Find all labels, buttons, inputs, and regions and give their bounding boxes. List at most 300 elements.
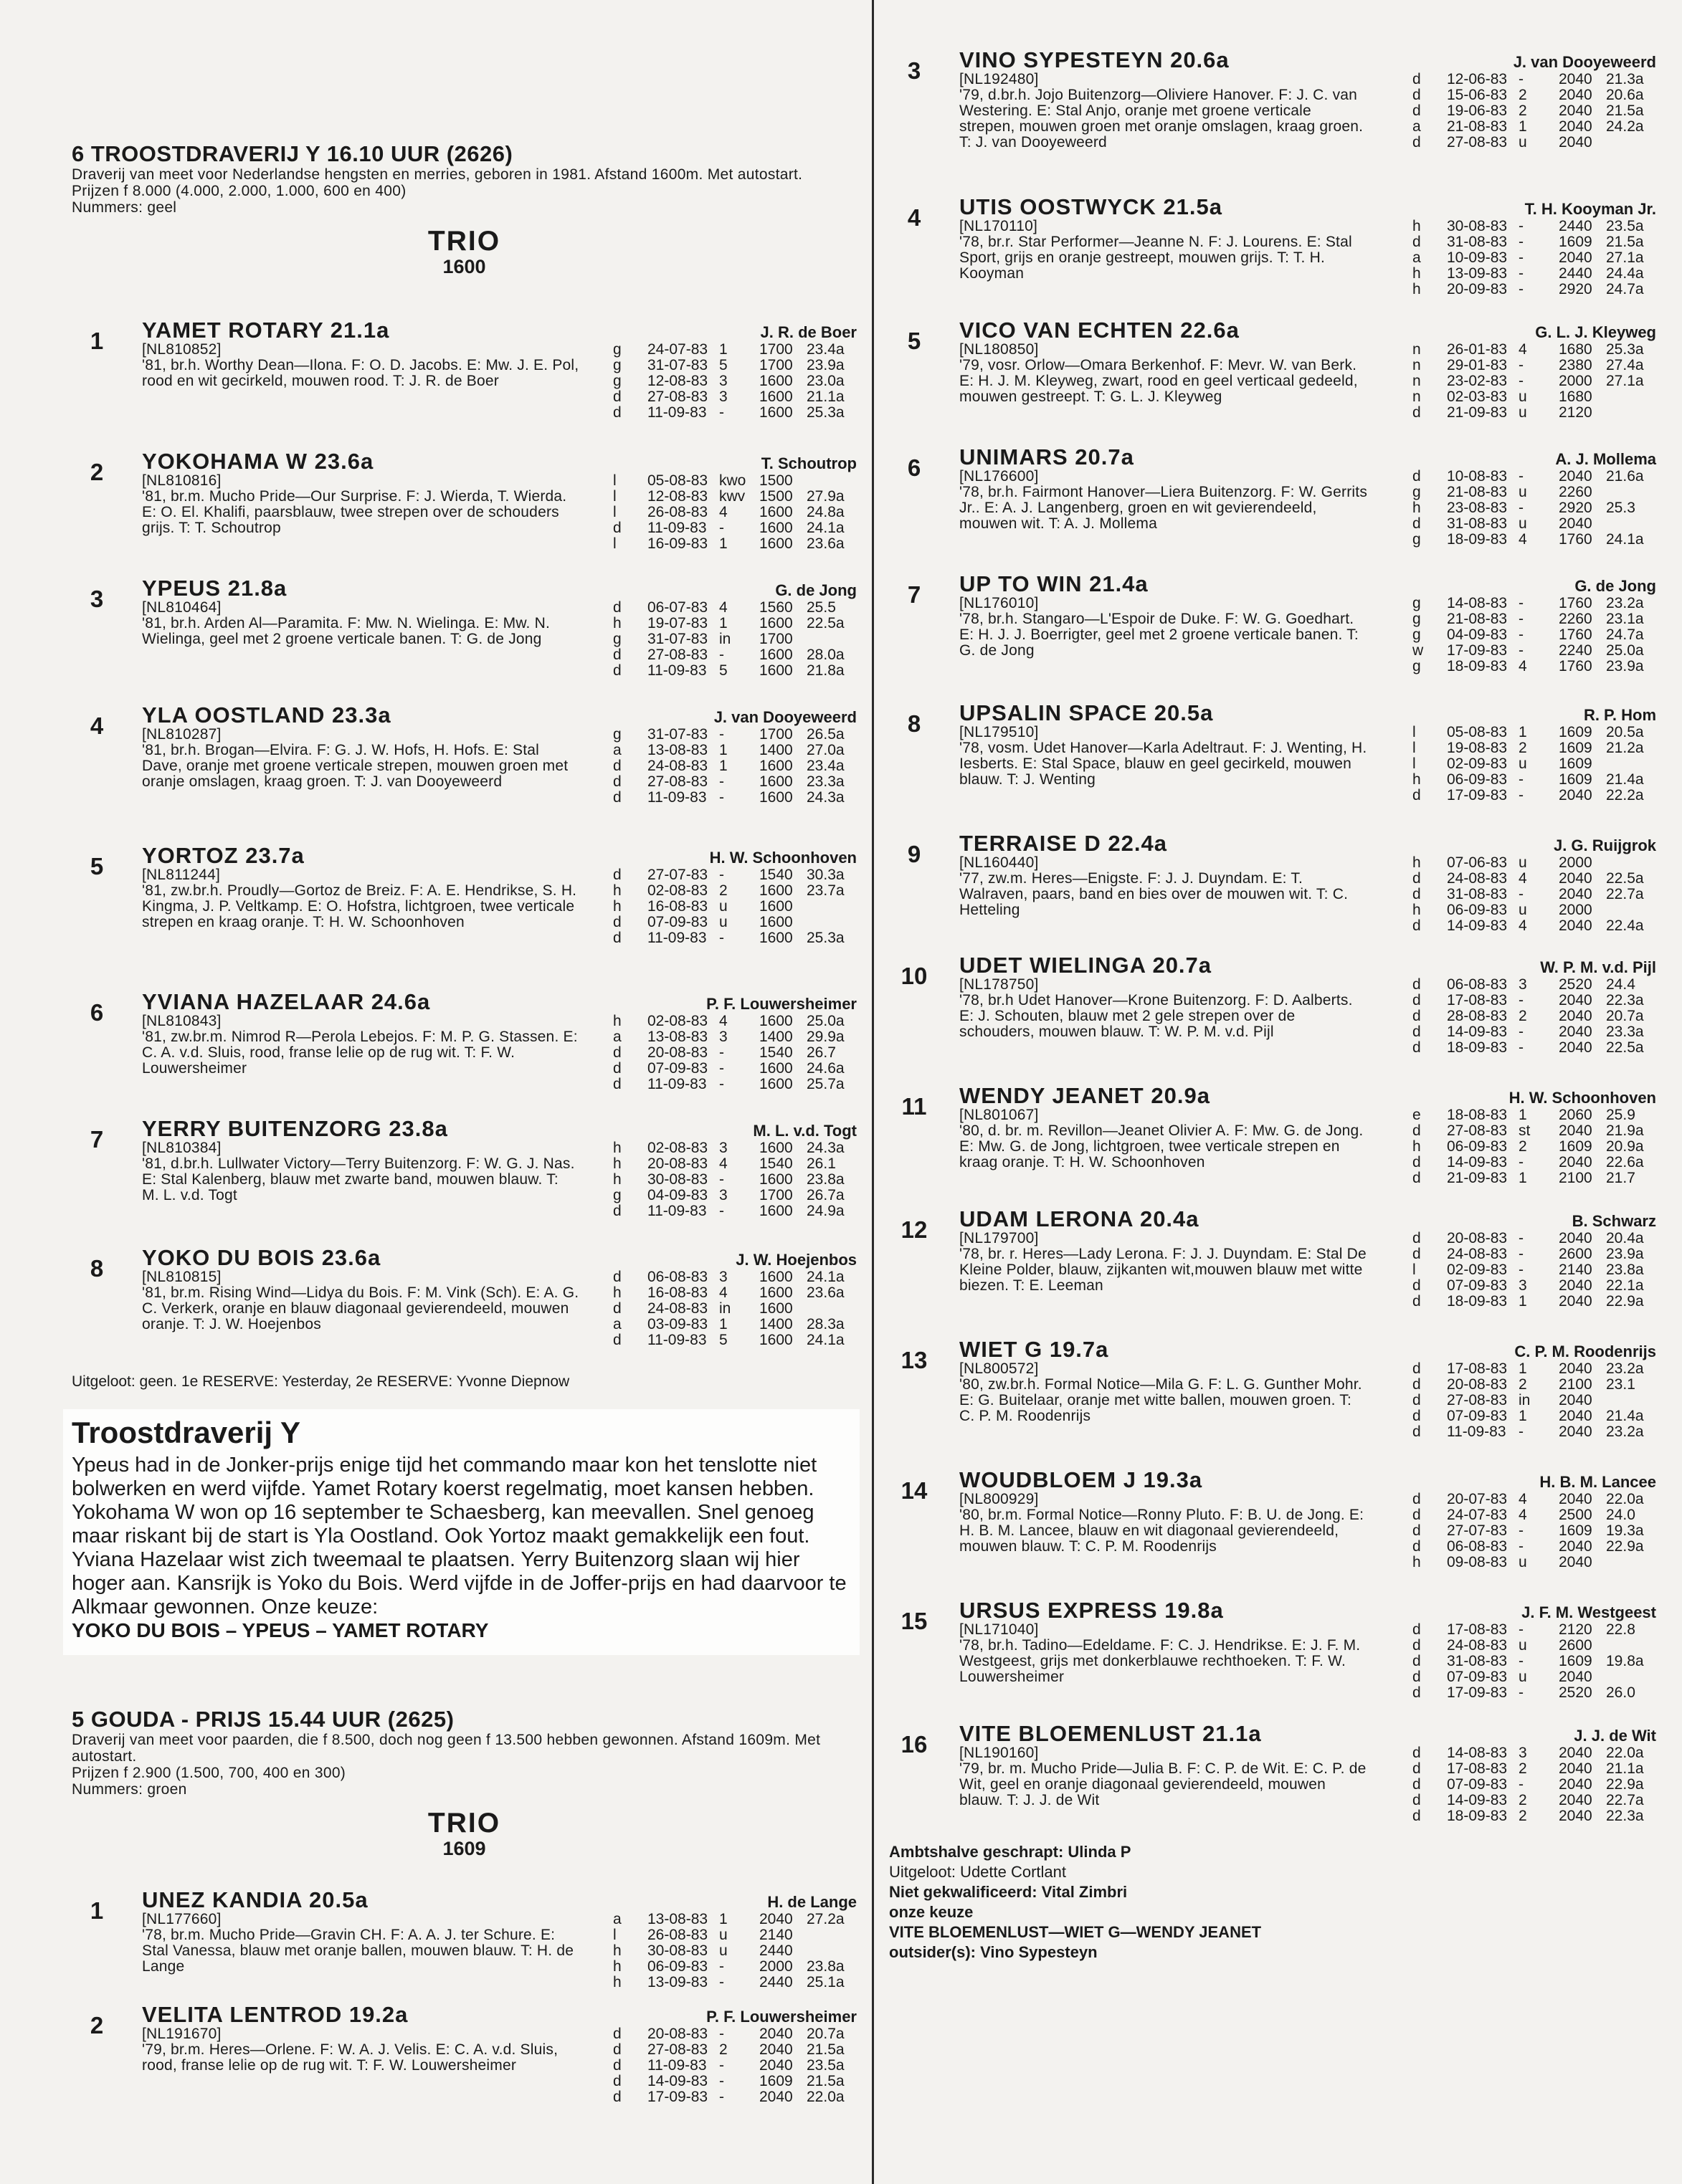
result-cell: 31-08-83 bbox=[1447, 515, 1508, 532]
result-row bbox=[1412, 1008, 1656, 1024]
result-cell: 1500 bbox=[759, 488, 793, 505]
result-cell: 3 bbox=[719, 1187, 728, 1203]
result-row bbox=[1412, 1745, 1656, 1761]
result-cell: 21.2a bbox=[1606, 740, 1644, 756]
result-cell: 1 bbox=[1519, 1170, 1527, 1186]
result-row bbox=[1412, 342, 1656, 358]
result-cell: 20-08-83 bbox=[1447, 1230, 1508, 1246]
horse-name: UDAM LERONA 20.4a bbox=[959, 1206, 1199, 1231]
result-row bbox=[1412, 725, 1656, 740]
result-cell: 27-08-83 bbox=[647, 773, 708, 790]
result-cell: 1609 bbox=[1559, 1522, 1592, 1539]
result-cell: l bbox=[1412, 724, 1416, 740]
result-cell: 22.0a bbox=[1606, 1745, 1644, 1761]
result-cell: d bbox=[1412, 1154, 1421, 1170]
start-number: 14 bbox=[901, 1477, 928, 1504]
horse-header bbox=[142, 991, 857, 1014]
result-cell: - bbox=[1519, 1262, 1524, 1278]
scratched-note: Ambtshalve geschrapt: Ulinda P bbox=[889, 1843, 1131, 1861]
start-number: 16 bbox=[901, 1731, 928, 1758]
result-cell: 09-08-83 bbox=[1447, 1554, 1508, 1570]
result-cell: 14-09-83 bbox=[1447, 1154, 1508, 1170]
result-cell: 20-08-83 bbox=[647, 1044, 708, 1061]
result-cell: 26.5a bbox=[807, 726, 845, 743]
horse-body bbox=[959, 219, 1656, 297]
horse-header bbox=[959, 196, 1656, 219]
result-row bbox=[1412, 1808, 1656, 1824]
result-cell: 4 bbox=[1519, 870, 1527, 887]
result-cell: 19-07-83 bbox=[647, 615, 708, 631]
result-cell: - bbox=[1519, 71, 1524, 87]
result-cell: a bbox=[613, 1911, 622, 1927]
result-cell: d bbox=[613, 404, 622, 421]
result-cell: 2040 bbox=[759, 2026, 793, 2042]
result-cell: u bbox=[1519, 484, 1527, 500]
horse-driver: A. J. Mollema bbox=[1555, 450, 1656, 468]
result-row bbox=[613, 1927, 857, 1943]
result-row bbox=[613, 2042, 857, 2058]
result-cell bbox=[807, 1943, 857, 1959]
result-row bbox=[1412, 1638, 1656, 1654]
result-row bbox=[1412, 119, 1656, 135]
result-cell: 2120 bbox=[1559, 404, 1592, 421]
result-cell: g bbox=[613, 357, 622, 373]
result-cell: 27-08-83 bbox=[647, 388, 708, 405]
horse-header bbox=[959, 49, 1656, 72]
result-cell: 21-08-83 bbox=[1447, 118, 1508, 135]
result-cell: 11-09-83 bbox=[647, 520, 707, 536]
result-cell: - bbox=[719, 867, 724, 883]
horse-name: YOKO DU BOIS 23.6a bbox=[142, 1245, 381, 1270]
result-cell: 26.7 bbox=[807, 1044, 836, 1061]
result-cell: 22.1a bbox=[1606, 1277, 1644, 1294]
horse-driver: R. P. Hom bbox=[1583, 706, 1656, 724]
result-cell: 2040 bbox=[1559, 71, 1592, 87]
result-cell: 1600 bbox=[759, 404, 793, 421]
horse-pedigree: '81, zw.br.m. Nimrod R—Perola Lebejos. F: M. P. G. Stassen. E: C. A. v.d. Sluis, rood, franse lelie op de rug wit. T: F. W. Louwersheimer bbox=[142, 1029, 578, 1077]
horse-header bbox=[142, 577, 857, 600]
result-cell: 30-08-83 bbox=[647, 1942, 708, 1959]
horse-entry bbox=[889, 1208, 1656, 1338]
result-cell: - bbox=[1519, 1154, 1524, 1170]
result-cell: 20-07-83 bbox=[1447, 1491, 1508, 1507]
horse-driver: J. R. de Boer bbox=[760, 323, 857, 341]
result-row bbox=[613, 1172, 857, 1188]
result-cell: d bbox=[1412, 1039, 1421, 1056]
result-cell bbox=[1606, 902, 1656, 918]
result-cell: 1500 bbox=[759, 472, 793, 489]
result-cell: d bbox=[1412, 71, 1421, 87]
result-cell: 2 bbox=[1519, 740, 1527, 756]
result-cell: d bbox=[613, 599, 622, 616]
race-description: Draverij van meet voor paarden, die f 8.500, doch nog geen f 13.500 hebben gewonnen. Afstand 1609m. Met autostart. bbox=[72, 1732, 821, 1765]
result-row bbox=[613, 743, 857, 758]
result-cell: 27.9a bbox=[807, 488, 845, 505]
result-cell: u bbox=[1519, 515, 1527, 532]
result-cell: u bbox=[1519, 404, 1527, 421]
result-cell: 22.9a bbox=[1606, 1293, 1644, 1310]
result-row bbox=[613, 790, 857, 806]
result-cell: d bbox=[1412, 134, 1421, 151]
result-cell: 27.1a bbox=[1606, 249, 1644, 266]
result-cell: 31-08-83 bbox=[1447, 1653, 1508, 1669]
result-cell: 21-08-83 bbox=[1447, 484, 1508, 500]
horse-registration: [NL810815] bbox=[142, 1269, 222, 1285]
result-cell bbox=[807, 899, 857, 915]
result-row bbox=[613, 2058, 857, 2074]
result-cell: 1600 bbox=[759, 662, 793, 679]
result-row bbox=[613, 1045, 857, 1061]
result-cell: 24-08-83 bbox=[1447, 870, 1508, 887]
result-cell: 1600 bbox=[759, 930, 793, 946]
horse-name: YORTOZ 23.7a bbox=[142, 843, 305, 868]
horse-header bbox=[959, 954, 1656, 977]
result-cell: 24.1a bbox=[807, 520, 845, 536]
result-cell: d bbox=[1412, 1360, 1421, 1377]
result-cell: 11-09-83 bbox=[1447, 1424, 1506, 1440]
result-cell: - bbox=[1519, 265, 1524, 282]
result-cell: 22.7a bbox=[1606, 1792, 1644, 1808]
result-cell: 2 bbox=[719, 882, 728, 899]
result-cell: 2040 bbox=[1559, 1808, 1592, 1824]
result-cell: d bbox=[613, 2041, 622, 2058]
result-row bbox=[613, 663, 857, 679]
result-cell: 2100 bbox=[1559, 1376, 1592, 1393]
horse-name: YVIANA HAZELAAR 24.6a bbox=[142, 989, 431, 1014]
result-row bbox=[613, 405, 857, 421]
result-row bbox=[1412, 389, 1656, 405]
result-cell: u bbox=[1519, 1669, 1527, 1685]
result-cell: 2120 bbox=[1559, 1621, 1592, 1638]
result-row bbox=[613, 1203, 857, 1219]
result-cell: h bbox=[613, 882, 622, 899]
result-cell: 2040 bbox=[1559, 1538, 1592, 1555]
start-number: 7 bbox=[90, 1126, 104, 1153]
result-cell: l bbox=[1412, 740, 1416, 756]
horse-entry bbox=[72, 991, 857, 1117]
horse-entry bbox=[72, 1117, 857, 1246]
horse-pedigree: '81, br.h. Worthy Dean—Ilona. F: O. D. Jacobs. E: Mw. J. E. Pol, rood en wit gecirkeld, mouwen rood. T: J. R. de Boer bbox=[142, 357, 579, 389]
result-cell: d bbox=[1412, 1792, 1421, 1808]
result-cell: d bbox=[1412, 1491, 1421, 1507]
result-row bbox=[1412, 1278, 1656, 1294]
result-cell: d bbox=[613, 1060, 622, 1077]
result-cell: h bbox=[1412, 281, 1421, 297]
result-cell: 1 bbox=[1519, 1107, 1527, 1123]
result-cell: 24.3a bbox=[807, 1140, 845, 1156]
result-row bbox=[1412, 1555, 1656, 1570]
result-row bbox=[1412, 993, 1656, 1008]
result-cell: - bbox=[719, 1044, 724, 1061]
result-cell: 1560 bbox=[759, 599, 793, 616]
result-cell: h bbox=[1412, 1138, 1421, 1155]
result-cell: d bbox=[613, 388, 622, 405]
result-cell: 15-06-83 bbox=[1447, 87, 1508, 103]
result-cell: 22.2a bbox=[1606, 787, 1644, 803]
result-cell: l bbox=[613, 535, 617, 552]
horse-header bbox=[142, 2003, 857, 2026]
result-cell: 25.7a bbox=[807, 1076, 845, 1092]
result-cell: 19.3a bbox=[1606, 1522, 1644, 1539]
result-cell: - bbox=[1519, 626, 1524, 643]
result-cell: d bbox=[613, 647, 622, 663]
result-cell: 1400 bbox=[759, 1316, 793, 1332]
result-cell: 07-09-83 bbox=[647, 1060, 708, 1077]
result-row bbox=[613, 1332, 857, 1348]
horse-driver: J. van Dooyeweerd bbox=[1513, 53, 1656, 71]
horse-info bbox=[142, 1269, 579, 1348]
result-cell: 1680 bbox=[1559, 388, 1592, 405]
result-cell: d bbox=[1412, 1669, 1421, 1685]
result-row bbox=[1412, 1492, 1656, 1507]
horse-registration: [NL179510] bbox=[959, 724, 1039, 740]
result-cell: 10-08-83 bbox=[1447, 468, 1508, 485]
result-cell: 2 bbox=[1519, 1808, 1527, 1824]
result-cell: g bbox=[613, 373, 622, 389]
result-cell: 4 bbox=[719, 1284, 728, 1301]
result-cell: 25.0a bbox=[807, 1013, 845, 1029]
result-cell: d bbox=[613, 930, 622, 946]
result-cell: d bbox=[1412, 976, 1421, 993]
horse-driver: J. J. de Wit bbox=[1574, 1727, 1656, 1745]
horse-info bbox=[959, 72, 1368, 151]
recent-results bbox=[613, 727, 857, 806]
recent-results bbox=[1412, 596, 1656, 674]
result-cell: 18-09-83 bbox=[1447, 531, 1508, 548]
horse-name: UDET WIELINGA 20.7a bbox=[959, 953, 1212, 978]
horse-driver: J. F. M. Westgeest bbox=[1521, 1603, 1656, 1621]
result-cell: l bbox=[613, 1927, 617, 1943]
result-cell: 21.1a bbox=[1606, 1760, 1644, 1777]
horse-entry bbox=[889, 196, 1656, 319]
horse-entry bbox=[889, 1084, 1656, 1208]
start-number: 6 bbox=[907, 454, 921, 481]
result-cell: g bbox=[613, 631, 622, 647]
result-cell: 06-07-83 bbox=[647, 599, 708, 616]
result-cell: - bbox=[1519, 1776, 1524, 1793]
result-cell: 2040 bbox=[1559, 886, 1592, 902]
result-cell: 2040 bbox=[1559, 1776, 1592, 1793]
result-cell: 1760 bbox=[1559, 531, 1592, 548]
result-cell: 1700 bbox=[759, 341, 793, 358]
recent-results bbox=[613, 1140, 857, 1219]
result-cell: 3 bbox=[1519, 976, 1527, 993]
result-cell: - bbox=[719, 2073, 724, 2089]
horse-registration: [NL191670] bbox=[142, 2026, 222, 2042]
result-cell: 27-07-83 bbox=[647, 867, 708, 883]
race-description: Draverij van meet voor Nederlandse hengsten en merries, geboren in 1981. Afstand 1600m. Met autostart. bbox=[72, 166, 803, 183]
result-cell: 1609 bbox=[1559, 755, 1592, 772]
horse-entry bbox=[889, 1722, 1656, 1853]
horse-name: VITE BLOEMENLUST 21.1a bbox=[959, 1721, 1262, 1746]
result-cell: 20-08-83 bbox=[1447, 1376, 1508, 1393]
race-5-horse-list-right bbox=[889, 49, 1656, 1853]
result-row bbox=[613, 1912, 857, 1927]
result-cell: n bbox=[1412, 373, 1421, 389]
result-cell: 2000 bbox=[759, 1958, 793, 1975]
horse-body bbox=[959, 855, 1656, 934]
result-cell: d bbox=[1412, 1745, 1421, 1761]
result-row bbox=[1412, 469, 1656, 485]
result-cell: d bbox=[613, 1076, 622, 1092]
start-number: 8 bbox=[90, 1255, 104, 1282]
horse-pedigree: '78, br.h. Tadino—Edeldame. F: C. J. Hendrikse. E: J. F. M. Westgeest, grijs met donkerblauwe rechthoeken. T: F. W. Louwersheimer bbox=[959, 1637, 1361, 1685]
result-cell: - bbox=[1519, 218, 1524, 234]
result-row bbox=[1412, 516, 1656, 532]
result-cell: 22.9a bbox=[1606, 1776, 1644, 1793]
result-cell: 1680 bbox=[1559, 341, 1592, 358]
recent-results bbox=[1412, 1361, 1656, 1440]
result-cell: 25.9 bbox=[1606, 1107, 1635, 1123]
result-row bbox=[613, 1029, 857, 1045]
result-cell: g bbox=[1412, 531, 1421, 548]
result-cell: 27-08-83 bbox=[1447, 1392, 1508, 1408]
result-cell: 2600 bbox=[1559, 1246, 1592, 1262]
horse-pedigree: '81, d.br.h. Lullwater Victory—Terry Buitenzorg. F: W. G. J. Nas. E: Stal Kalenberg, blauw met zwarte band, mouwen blauw. T: M. L. v.d. Togt bbox=[142, 1155, 575, 1203]
result-cell: d bbox=[1412, 1808, 1421, 1824]
result-cell: 02-09-83 bbox=[1447, 1262, 1508, 1278]
result-cell: 1 bbox=[1519, 1408, 1527, 1424]
result-cell: d bbox=[613, 1300, 622, 1317]
unqualified-note: Niet gekwalificeerd: Vital Zimbri bbox=[889, 1883, 1128, 1901]
result-row bbox=[1412, 500, 1656, 516]
result-row bbox=[1412, 902, 1656, 918]
recent-results bbox=[1412, 1107, 1656, 1186]
result-cell: u bbox=[719, 1942, 728, 1959]
result-cell: 2380 bbox=[1559, 357, 1592, 373]
result-row bbox=[613, 1943, 857, 1959]
result-cell: 2040 bbox=[1559, 1039, 1592, 1056]
result-cell: - bbox=[1519, 992, 1524, 1008]
horse-pedigree: '81, br.h. Arden Al—Paramita. F: Mw. N. Wielinga. E: Mw. N. Wielinga, geel met 2 groene verticale banen. T: G. de Jong bbox=[142, 615, 551, 647]
result-cell: 16-09-83 bbox=[647, 535, 708, 552]
horse-entry bbox=[72, 844, 857, 991]
result-cell: d bbox=[1412, 886, 1421, 902]
result-cell: 25.5 bbox=[807, 599, 836, 616]
result-cell: 18-09-83 bbox=[1447, 1039, 1508, 1056]
result-row bbox=[1412, 1685, 1656, 1701]
result-cell: 4 bbox=[1519, 658, 1527, 674]
result-cell: 02-08-83 bbox=[647, 882, 708, 899]
result-cell: 2440 bbox=[759, 1974, 793, 1990]
horse-driver: T. Schoutrop bbox=[761, 454, 857, 472]
result-cell: 2100 bbox=[1559, 1170, 1592, 1186]
result-cell: 23.8a bbox=[807, 1958, 845, 1975]
horse-name: UNEZ KANDIA 20.5a bbox=[142, 1887, 369, 1912]
result-cell: - bbox=[1519, 1230, 1524, 1246]
result-cell: 1600 bbox=[759, 1013, 793, 1029]
result-row bbox=[1412, 1040, 1656, 1056]
result-cell: 06-08-83 bbox=[1447, 1538, 1508, 1555]
result-cell: d bbox=[613, 914, 622, 930]
result-cell: 23.5a bbox=[1606, 218, 1644, 234]
result-cell: d bbox=[613, 662, 622, 679]
horse-info bbox=[959, 725, 1368, 803]
result-cell: 21.6a bbox=[1606, 468, 1644, 485]
result-cell: - bbox=[719, 1060, 724, 1077]
result-cell: d bbox=[613, 1044, 622, 1061]
result-cell: n bbox=[1412, 388, 1421, 405]
result-cell: 2040 bbox=[759, 2089, 793, 2105]
result-row bbox=[613, 373, 857, 389]
result-cell: 20.4a bbox=[1606, 1230, 1644, 1246]
result-cell bbox=[1606, 1555, 1656, 1570]
result-cell: 24.7a bbox=[1606, 281, 1644, 297]
horse-name: URSUS EXPRESS 19.8a bbox=[959, 1598, 1224, 1623]
result-cell: 18-09-83 bbox=[1447, 1293, 1508, 1310]
horse-header bbox=[959, 1208, 1656, 1231]
result-cell: - bbox=[1519, 1246, 1524, 1262]
recent-results bbox=[1412, 1231, 1656, 1310]
result-cell: 2000 bbox=[1559, 373, 1592, 389]
horse-body bbox=[959, 977, 1656, 1056]
result-cell: 2000 bbox=[1559, 854, 1592, 871]
drawn-note: Uitgeloot: Udette Cortlant bbox=[889, 1863, 1067, 1881]
result-row bbox=[1412, 1761, 1656, 1777]
result-cell: h bbox=[613, 1284, 622, 1301]
result-cell: 27.1a bbox=[1606, 373, 1644, 389]
result-cell: 13-08-83 bbox=[647, 742, 708, 758]
result-cell: h bbox=[613, 1958, 622, 1975]
result-cell: a bbox=[613, 1029, 622, 1045]
horse-entry bbox=[889, 1469, 1656, 1599]
result-cell: 1609 bbox=[1559, 1653, 1592, 1669]
result-cell: 21.1a bbox=[807, 388, 845, 405]
horse-registration: [NL810816] bbox=[142, 472, 222, 489]
result-cell: n bbox=[1412, 357, 1421, 373]
result-cell: 2 bbox=[719, 2041, 728, 2058]
result-cell: 4 bbox=[719, 1013, 728, 1029]
result-row bbox=[1412, 1262, 1656, 1278]
commentary-body: Ypeus had in de Jonker-prijs enige tijd het commando maar kon het tenslotte niet bolwerken en werd vijfde. Yamet Rotary koerst regelmatig, moet kansen hebben. Yokohama W won op 16 september te Schaesberg, kan meevallen. Snel genoeg maar riskant bij de start is Yla Oostland. Ook Yortoz maakt gemakkelijk een fout. Yviana Hazelaar wist zich tweemaal te plaatsen. Yerry Buitenzorg slaan wij hier hoger aan. Kansrijk is Yoko du Bois. Werd vijfde in de Joffer-prijs en had daarvoor te Alkmaar gewonnen. Onze keuze: bbox=[72, 1454, 847, 1618]
result-cell: 2040 bbox=[1559, 1024, 1592, 1040]
horse-body bbox=[142, 1140, 857, 1219]
horse-body bbox=[142, 2026, 857, 2105]
result-cell: 1600 bbox=[759, 1332, 793, 1348]
result-cell: 3 bbox=[719, 1269, 728, 1285]
result-cell: a bbox=[613, 742, 622, 758]
result-cell: 1 bbox=[719, 1316, 728, 1332]
horse-info bbox=[959, 219, 1368, 297]
result-cell: 1600 bbox=[759, 882, 793, 899]
result-row bbox=[1412, 1139, 1656, 1155]
result-cell: 24-08-83 bbox=[1447, 1246, 1508, 1262]
horse-pedigree: '79, vosr. Orlow—Omara Berkenhof. F: Mevr. W. van Berk. E: H. J. M. Kleyweg, zwart, rood en geel verticaal gedeeld, mouwen gestreept. T: G. L. J. Kleyweg bbox=[959, 357, 1358, 405]
result-cell: 25.3a bbox=[807, 930, 845, 946]
recent-results bbox=[1412, 1492, 1656, 1570]
result-row bbox=[1412, 596, 1656, 611]
result-row bbox=[1412, 627, 1656, 643]
result-row bbox=[613, 899, 857, 915]
result-cell: 3 bbox=[1519, 1745, 1527, 1761]
horse-registration: [NL171040] bbox=[959, 1621, 1039, 1638]
horse-registration: [NL800929] bbox=[959, 1491, 1039, 1507]
horse-name: UP TO WIN 21.4a bbox=[959, 571, 1149, 596]
horse-info bbox=[959, 1745, 1368, 1824]
result-cell: - bbox=[1519, 595, 1524, 611]
result-cell: d bbox=[1412, 1008, 1421, 1024]
result-cell: 4 bbox=[1519, 341, 1527, 358]
result-cell: 23.8a bbox=[1606, 1262, 1644, 1278]
result-cell: 17-08-83 bbox=[1447, 992, 1508, 1008]
result-cell: - bbox=[719, 1076, 724, 1092]
result-cell: d bbox=[1412, 1776, 1421, 1793]
result-cell: 26-08-83 bbox=[647, 504, 708, 520]
result-cell: 2040 bbox=[759, 2057, 793, 2074]
result-cell: 19-08-83 bbox=[1447, 740, 1508, 756]
recent-results bbox=[1412, 342, 1656, 421]
horse-info bbox=[959, 977, 1368, 1056]
